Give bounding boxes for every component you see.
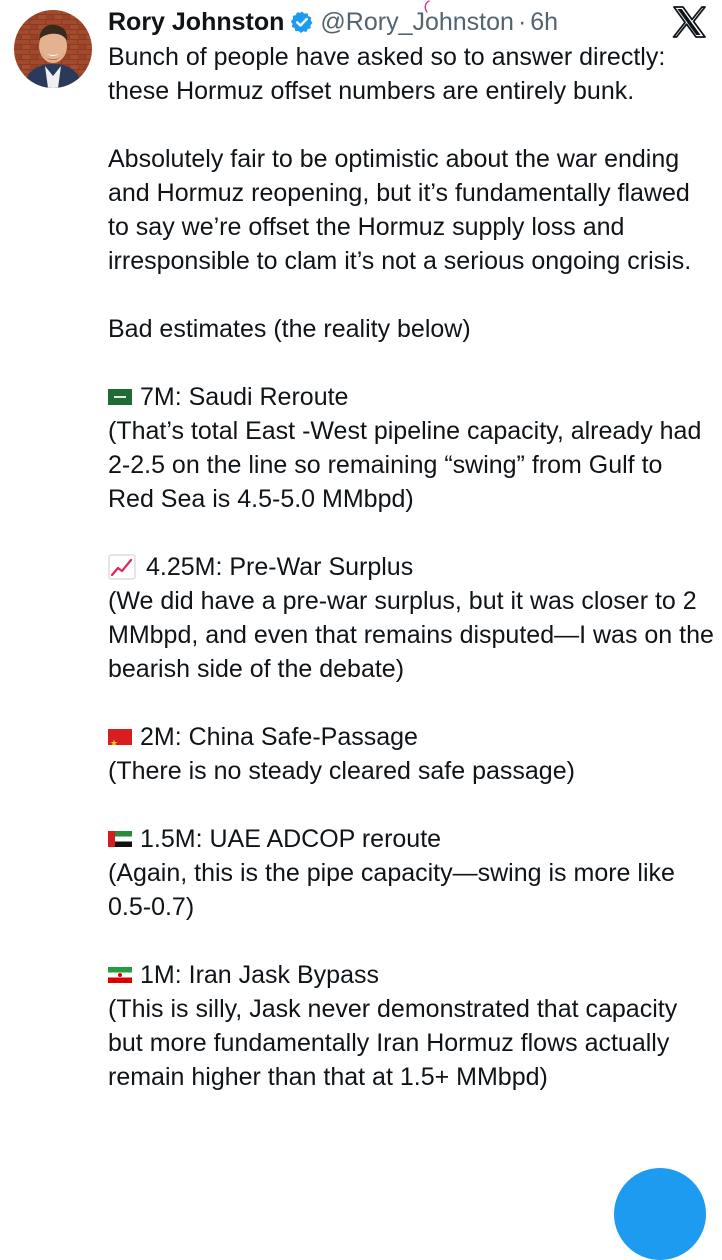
estimate-item [108, 958, 714, 1094]
estimates-heading: Bad estimates (the reality below) [108, 315, 471, 343]
pen-annotation-mark [422, 0, 432, 14]
estimate-description: (Again, this is the pipe capacity—swing is more like 0.5-0.7) [108, 859, 675, 921]
separator-dot: · [517, 7, 527, 36]
chart-increasing-icon [108, 554, 136, 580]
estimate-description: (That’s total East -West pipeline capacity, already had 2-2.5 on the line so remaining “swing” from Gulf to Red Sea is 4.5-5.0 MMbpd) [108, 417, 702, 513]
estimate-item [108, 380, 714, 516]
tweet-intro-paragraph: Bunch of people have asked so to answer directly: these Hormuz offset numbers are entirely bunk. [108, 43, 673, 105]
iran-flag-icon [108, 967, 132, 983]
estimate-title: 1.5M: UAE ADCOP reroute [140, 825, 442, 853]
compose-post-button[interactable] [614, 1168, 706, 1260]
estimate-description: (This is silly, Jask never demonstrated that capacity but more fundamentally Iran Hormuz flows actually remain higher than that at 1.5+ MMbpd) [108, 995, 678, 1091]
estimate-description: (There is no steady cleared safe passage) [108, 757, 575, 785]
tweet-text [108, 40, 714, 1128]
estimate-title: 4.25M: Pre-War Surplus [146, 553, 414, 581]
saudi-flag-icon [108, 389, 132, 405]
estimate-title: 1M: Iran Jask Bypass [140, 961, 379, 989]
estimate-item [108, 822, 714, 924]
post-timestamp[interactable]: 6h [530, 7, 559, 36]
verified-badge-icon [290, 10, 314, 34]
avatar-photo [14, 10, 92, 88]
estimate-item [108, 720, 714, 788]
author-handle[interactable]: @Rory_Johnston [320, 7, 514, 36]
estimate-description: (We did have a pre-war surplus, but it was closer to 2 MMbpd, and even that remains disputed—I was on the bearish side of the debate) [108, 587, 714, 683]
author-avatar[interactable] [14, 10, 92, 88]
estimate-item [108, 550, 714, 686]
estimate-title: 2M: China Safe-Passage [140, 723, 418, 751]
china-flag-icon [108, 729, 132, 745]
tweet-main-paragraph: Absolutely fair to be optimistic about the war ending and Hormuz reopening, but it’s fundamentally flawed to say we’re offset the Hormuz supply loss and irresponsible to clam it’s not a serious ongoing crisis. [108, 145, 697, 275]
x-logo-icon[interactable] [672, 6, 706, 38]
uae-flag-icon [108, 831, 132, 847]
tweet-header [108, 6, 558, 38]
author-display-name[interactable]: Rory Johnston [108, 7, 285, 36]
estimate-title: 7M: Saudi Reroute [140, 383, 349, 411]
